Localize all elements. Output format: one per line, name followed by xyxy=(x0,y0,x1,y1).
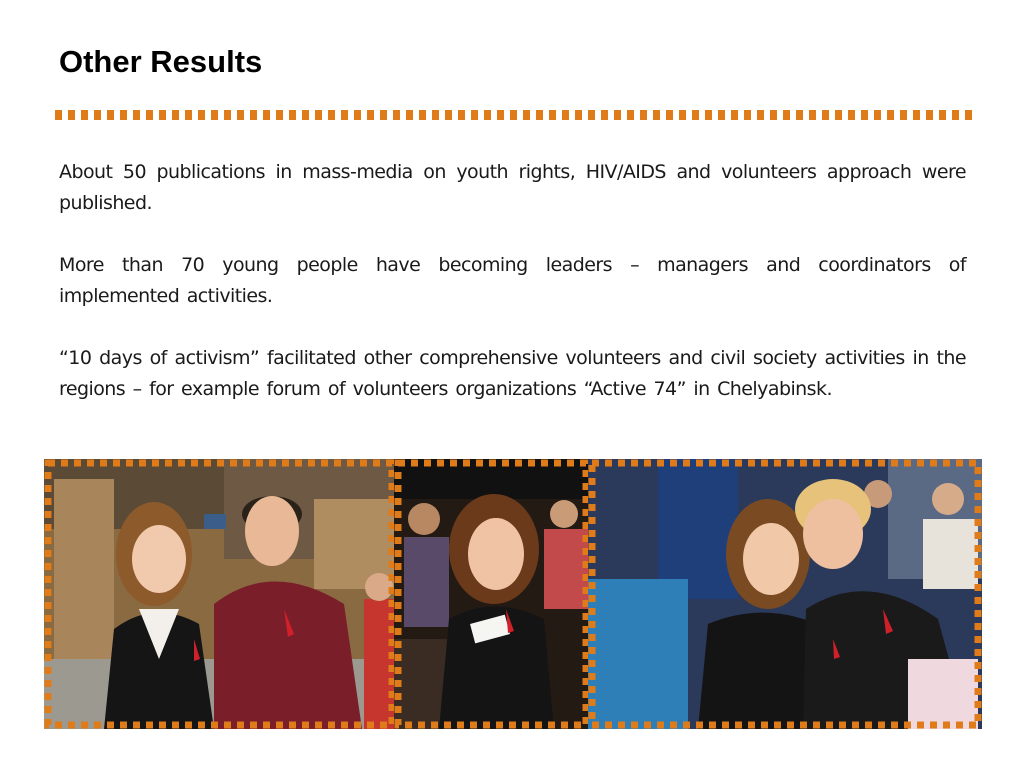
photo-couple-embracing xyxy=(588,459,982,729)
photo-young-couple-in-hall xyxy=(44,459,396,729)
photo-girl-holding-card xyxy=(394,459,590,729)
paragraph-leaders: More than 70 young people have becoming leaders – managers and coordinators of implemented activities. xyxy=(59,254,966,307)
paragraph-publications: About 50 publications in mass-media on youth rights, HIV/AIDS and volunteers approach were published. xyxy=(59,161,966,214)
slide-title: Other Results xyxy=(59,44,263,79)
photo-strip xyxy=(44,459,982,729)
paragraph-activism: “10 days of activism” facilitated other comprehensive volunteers and civil society activities in the regions – for example forum of volunteers organizations “Active 74” in Chelyabinsk. xyxy=(59,347,966,400)
body-text xyxy=(59,157,966,436)
dotted-divider xyxy=(55,110,977,120)
